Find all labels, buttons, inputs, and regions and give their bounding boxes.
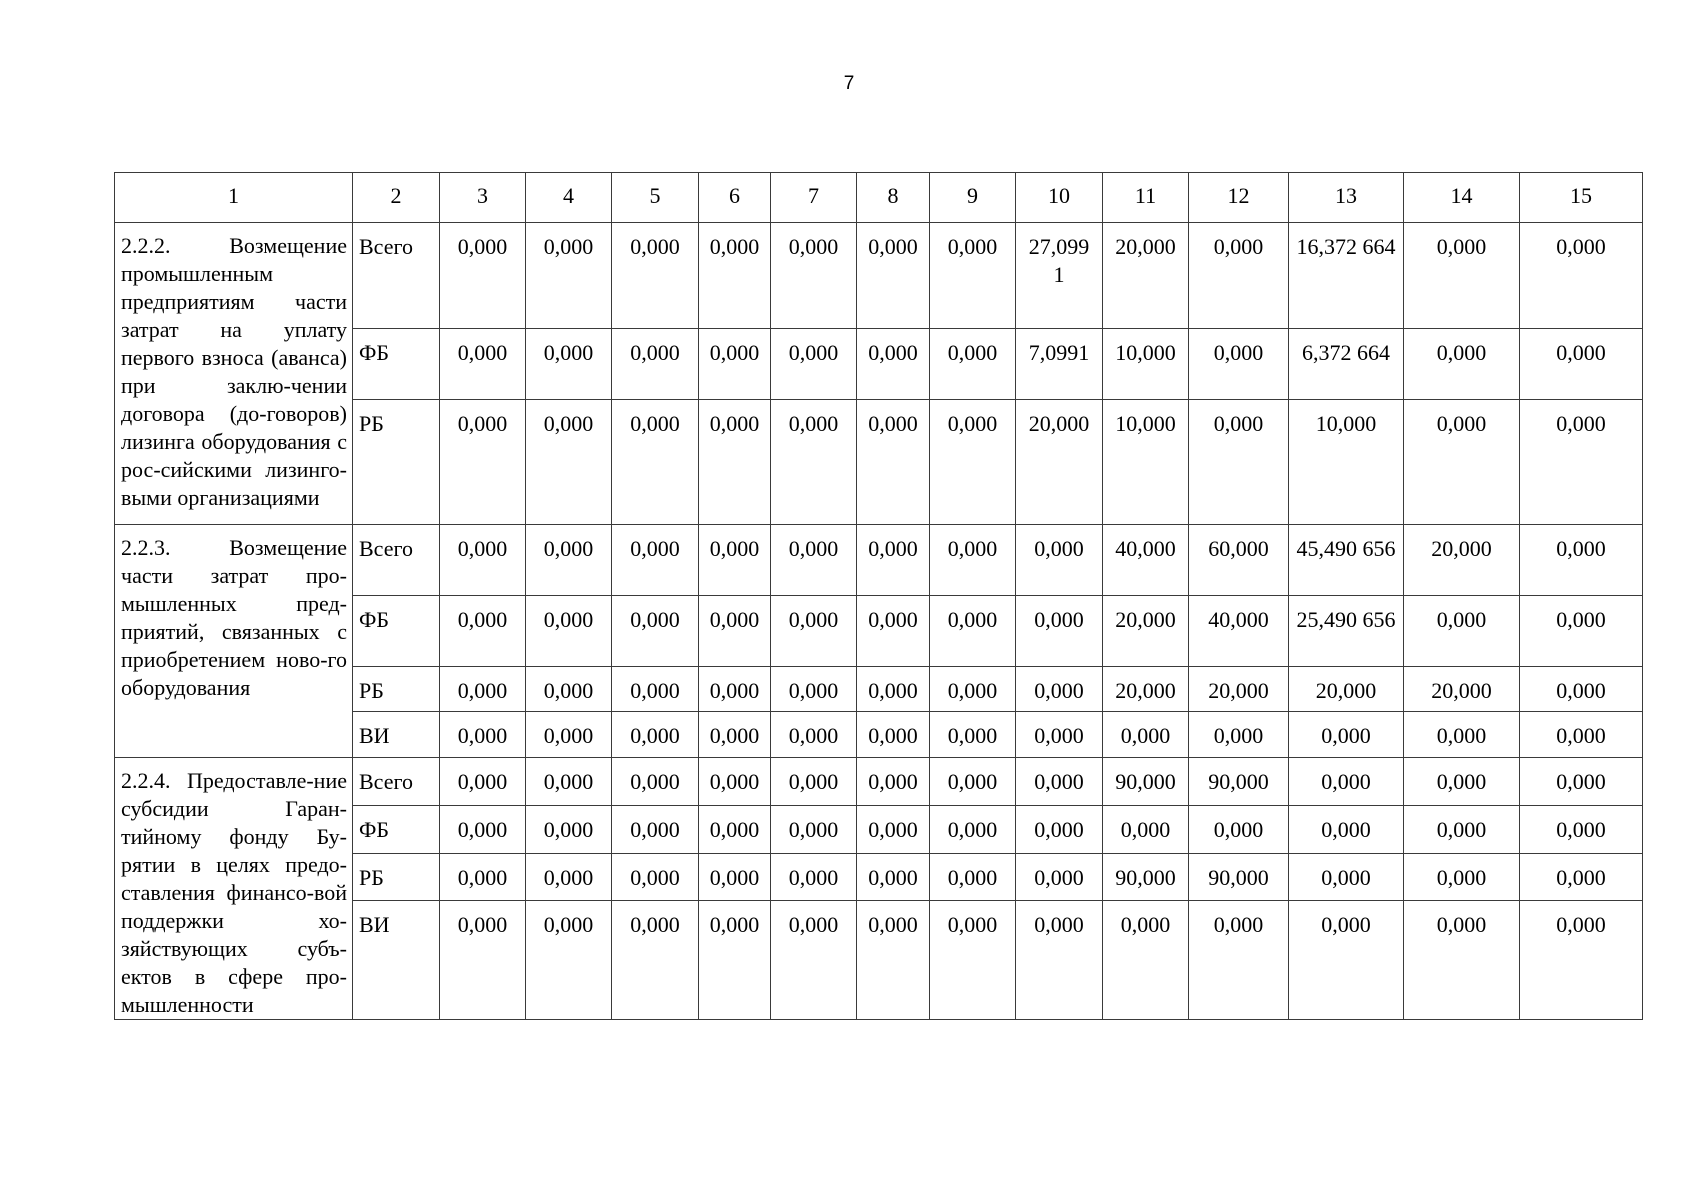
value-cell: 0,000 bbox=[771, 853, 857, 901]
column-header: 15 bbox=[1520, 173, 1643, 223]
column-header: 2 bbox=[353, 173, 440, 223]
value-cell: 20,000 bbox=[1404, 525, 1520, 596]
value-cell: 0,000 bbox=[440, 712, 526, 758]
value-cell: 0,000 bbox=[1404, 329, 1520, 400]
column-header: 7 bbox=[771, 173, 857, 223]
value-cell: 0,000 bbox=[857, 853, 930, 901]
value-cell: 0,000 bbox=[930, 853, 1016, 901]
value-cell: 20,000 bbox=[1404, 667, 1520, 712]
funding-source: ФБ bbox=[353, 596, 440, 667]
value-cell: 0,000 bbox=[771, 901, 857, 1020]
value-cell: 0,000 bbox=[440, 667, 526, 712]
value-cell: 0,000 bbox=[526, 712, 612, 758]
column-header: 11 bbox=[1103, 173, 1189, 223]
value-cell: 0,000 bbox=[612, 758, 699, 806]
value-cell: 0,000 bbox=[612, 596, 699, 667]
value-cell: 10,000 bbox=[1103, 329, 1189, 400]
value-cell: 0,000 bbox=[440, 758, 526, 806]
value-cell: 0,000 bbox=[1520, 712, 1643, 758]
value-cell: 0,000 bbox=[930, 712, 1016, 758]
column-header: 10 bbox=[1016, 173, 1103, 223]
value-cell: 25,490 656 bbox=[1289, 596, 1404, 667]
value-cell: 0,000 bbox=[771, 805, 857, 853]
value-cell: 0,000 bbox=[1016, 853, 1103, 901]
value-cell: 0,000 bbox=[1103, 712, 1189, 758]
value-cell: 0,000 bbox=[526, 667, 612, 712]
funding-source: ВИ bbox=[353, 901, 440, 1020]
value-cell: 0,000 bbox=[857, 758, 930, 806]
value-cell: 0,000 bbox=[930, 805, 1016, 853]
value-cell: 0,000 bbox=[440, 596, 526, 667]
column-header: 12 bbox=[1189, 173, 1289, 223]
value-cell: 0,000 bbox=[699, 667, 771, 712]
value-cell: 90,000 bbox=[1189, 853, 1289, 901]
column-header: 5 bbox=[612, 173, 699, 223]
value-cell: 0,000 bbox=[1520, 329, 1643, 400]
value-cell: 0,000 bbox=[1016, 758, 1103, 806]
value-cell: 90,000 bbox=[1189, 758, 1289, 806]
value-cell: 60,000 bbox=[1189, 525, 1289, 596]
funding-source: Всего bbox=[353, 525, 440, 596]
funding-source: РБ bbox=[353, 853, 440, 901]
value-cell: 0,000 bbox=[857, 712, 930, 758]
value-cell: 0,000 bbox=[1103, 805, 1189, 853]
value-cell: 0,000 bbox=[1404, 805, 1520, 853]
value-cell: 0,000 bbox=[857, 805, 930, 853]
value-cell: 0,000 bbox=[1189, 712, 1289, 758]
value-cell: 0,000 bbox=[526, 400, 612, 525]
value-cell: 0,000 bbox=[1520, 901, 1643, 1020]
value-cell: 0,000 bbox=[1520, 525, 1643, 596]
table-body bbox=[115, 173, 1643, 1020]
column-header: 4 bbox=[526, 173, 612, 223]
value-cell: 0,000 bbox=[771, 525, 857, 596]
value-cell: 0,000 bbox=[526, 758, 612, 806]
budget-table bbox=[114, 172, 1643, 1020]
value-cell: 0,000 bbox=[771, 223, 857, 329]
value-cell: 0,000 bbox=[1520, 758, 1643, 806]
value-cell: 0,000 bbox=[771, 596, 857, 667]
value-cell: 0,000 bbox=[1016, 901, 1103, 1020]
value-cell: 0,000 bbox=[1404, 223, 1520, 329]
value-cell: 0,000 bbox=[771, 667, 857, 712]
column-header: 8 bbox=[857, 173, 930, 223]
value-cell: 0,000 bbox=[526, 805, 612, 853]
value-cell: 0,000 bbox=[699, 805, 771, 853]
value-cell: 0,000 bbox=[699, 853, 771, 901]
value-cell: 0,000 bbox=[526, 853, 612, 901]
value-cell: 0,000 bbox=[930, 329, 1016, 400]
funding-source: ФБ bbox=[353, 805, 440, 853]
value-cell: 0,000 bbox=[1520, 223, 1643, 329]
value-cell: 10,000 bbox=[1289, 400, 1404, 525]
value-cell: 0,000 bbox=[771, 400, 857, 525]
value-cell: 0,000 bbox=[612, 400, 699, 525]
value-cell: 0,000 bbox=[612, 667, 699, 712]
value-cell: 0,000 bbox=[771, 712, 857, 758]
value-cell: 0,000 bbox=[1189, 223, 1289, 329]
value-cell: 0,000 bbox=[612, 901, 699, 1020]
table-row bbox=[115, 525, 1643, 596]
value-cell: 20,000 bbox=[1103, 596, 1189, 667]
value-cell: 0,000 bbox=[699, 596, 771, 667]
value-cell: 0,000 bbox=[440, 329, 526, 400]
value-cell: 0,000 bbox=[857, 667, 930, 712]
value-cell: 0,000 bbox=[930, 758, 1016, 806]
value-cell: 0,000 bbox=[1189, 805, 1289, 853]
value-cell: 6,372 664 bbox=[1289, 329, 1404, 400]
table-row bbox=[115, 758, 1643, 806]
value-cell: 40,000 bbox=[1103, 525, 1189, 596]
value-cell: 0,000 bbox=[440, 805, 526, 853]
value-cell: 0,000 bbox=[1016, 667, 1103, 712]
funding-source: РБ bbox=[353, 667, 440, 712]
value-cell: 0,000 bbox=[699, 329, 771, 400]
value-cell: 0,000 bbox=[1289, 805, 1404, 853]
page-number: 7 bbox=[843, 73, 855, 94]
value-cell: 0,000 bbox=[440, 853, 526, 901]
value-cell: 0,000 bbox=[1404, 596, 1520, 667]
value-cell: 0,000 bbox=[1520, 400, 1643, 525]
value-cell: 0,000 bbox=[1404, 712, 1520, 758]
value-cell: 90,000 bbox=[1103, 853, 1189, 901]
value-cell: 0,000 bbox=[526, 223, 612, 329]
value-cell: 0,000 bbox=[930, 525, 1016, 596]
column-header: 13 bbox=[1289, 173, 1404, 223]
value-cell: 0,000 bbox=[930, 596, 1016, 667]
funding-source: ФБ bbox=[353, 329, 440, 400]
value-cell: 0,000 bbox=[612, 853, 699, 901]
value-cell: 0,000 bbox=[440, 901, 526, 1020]
value-cell: 0,000 bbox=[857, 596, 930, 667]
column-header: 3 bbox=[440, 173, 526, 223]
value-cell: 0,000 bbox=[1016, 596, 1103, 667]
measure-label: 2.2.3. Возмещение части затрат про-мышленных пред-приятий, связанных с приобретением ново-го оборудования bbox=[115, 525, 353, 758]
value-cell: 0,000 bbox=[612, 223, 699, 329]
value-cell: 0,000 bbox=[1520, 853, 1643, 901]
funding-source: Всего bbox=[353, 758, 440, 806]
measure-label: 2.2.2. Возмещение промышленным предприятиям части затрат на уплату первого взноса (аванса) при заклю-чении договора (до-говоров) лизинга оборудования с рос-сийскими лизинго-выми организациями bbox=[115, 223, 353, 525]
value-cell: 0,000 bbox=[1016, 525, 1103, 596]
value-cell: 0,000 bbox=[612, 329, 699, 400]
value-cell: 0,000 bbox=[930, 400, 1016, 525]
value-cell: 7,0991 bbox=[1016, 329, 1103, 400]
value-cell: 0,000 bbox=[1189, 400, 1289, 525]
value-cell: 0,000 bbox=[857, 329, 930, 400]
column-header: 6 bbox=[699, 173, 771, 223]
value-cell: 90,000 bbox=[1103, 758, 1189, 806]
value-cell: 0,000 bbox=[1404, 901, 1520, 1020]
value-cell: 0,000 bbox=[1016, 805, 1103, 853]
value-cell: 0,000 bbox=[1189, 901, 1289, 1020]
value-cell: 0,000 bbox=[440, 223, 526, 329]
value-cell: 0,000 bbox=[699, 525, 771, 596]
funding-source: Всего bbox=[353, 223, 440, 329]
value-cell: 0,000 bbox=[612, 712, 699, 758]
value-cell: 0,000 bbox=[1520, 805, 1643, 853]
value-cell: 0,000 bbox=[857, 901, 930, 1020]
value-cell: 0,000 bbox=[1404, 400, 1520, 525]
value-cell: 0,000 bbox=[440, 525, 526, 596]
value-cell: 0,000 bbox=[1520, 667, 1643, 712]
table-header-row bbox=[115, 173, 1643, 223]
column-header: 14 bbox=[1404, 173, 1520, 223]
value-cell: 0,000 bbox=[1189, 329, 1289, 400]
value-cell: 0,000 bbox=[526, 901, 612, 1020]
value-cell: 0,000 bbox=[930, 667, 1016, 712]
value-cell: 20,000 bbox=[1103, 223, 1189, 329]
value-cell: 0,000 bbox=[612, 805, 699, 853]
value-cell: 0,000 bbox=[699, 758, 771, 806]
value-cell: 20,000 bbox=[1016, 400, 1103, 525]
value-cell: 0,000 bbox=[440, 400, 526, 525]
value-cell: 0,000 bbox=[699, 400, 771, 525]
value-cell: 0,000 bbox=[930, 223, 1016, 329]
value-cell: 20,000 bbox=[1289, 667, 1404, 712]
measure-label: 2.2.4. Предоставле-ние субсидии Гаран-тийному фонду Бу-рятии в целях предо-ставления финансо-вой поддержки хо-зяйствующих субъ-ектов в сфере про-мышленности bbox=[115, 758, 353, 1020]
value-cell: 0,000 bbox=[771, 329, 857, 400]
table-row bbox=[115, 223, 1643, 329]
value-cell: 0,000 bbox=[1103, 901, 1189, 1020]
value-cell: 0,000 bbox=[1289, 853, 1404, 901]
value-cell: 0,000 bbox=[1404, 758, 1520, 806]
value-cell: 0,000 bbox=[1289, 901, 1404, 1020]
value-cell: 0,000 bbox=[699, 901, 771, 1020]
value-cell: 0,000 bbox=[930, 901, 1016, 1020]
value-cell: 0,000 bbox=[526, 329, 612, 400]
value-cell: 0,000 bbox=[699, 223, 771, 329]
value-cell: 0,000 bbox=[699, 712, 771, 758]
value-cell: 10,000 bbox=[1103, 400, 1189, 525]
value-cell: 0,000 bbox=[526, 525, 612, 596]
value-cell: 40,000 bbox=[1189, 596, 1289, 667]
column-header: 9 bbox=[930, 173, 1016, 223]
value-cell: 0,000 bbox=[857, 400, 930, 525]
value-cell: 0,000 bbox=[857, 525, 930, 596]
value-cell: 0,000 bbox=[1289, 758, 1404, 806]
value-cell: 0,000 bbox=[1520, 596, 1643, 667]
value-cell: 45,490 656 bbox=[1289, 525, 1404, 596]
value-cell: 0,000 bbox=[1404, 853, 1520, 901]
value-cell: 0,000 bbox=[1016, 712, 1103, 758]
value-cell: 0,000 bbox=[612, 525, 699, 596]
funding-source: ВИ bbox=[353, 712, 440, 758]
funding-source: РБ bbox=[353, 400, 440, 525]
value-cell: 20,000 bbox=[1189, 667, 1289, 712]
value-cell: 0,000 bbox=[1289, 712, 1404, 758]
value-cell: 0,000 bbox=[526, 596, 612, 667]
value-cell: 27,099 1 bbox=[1016, 223, 1103, 329]
value-cell: 0,000 bbox=[771, 758, 857, 806]
value-cell: 0,000 bbox=[857, 223, 930, 329]
value-cell: 20,000 bbox=[1103, 667, 1189, 712]
value-cell: 16,372 664 bbox=[1289, 223, 1404, 329]
column-header: 1 bbox=[115, 173, 353, 223]
